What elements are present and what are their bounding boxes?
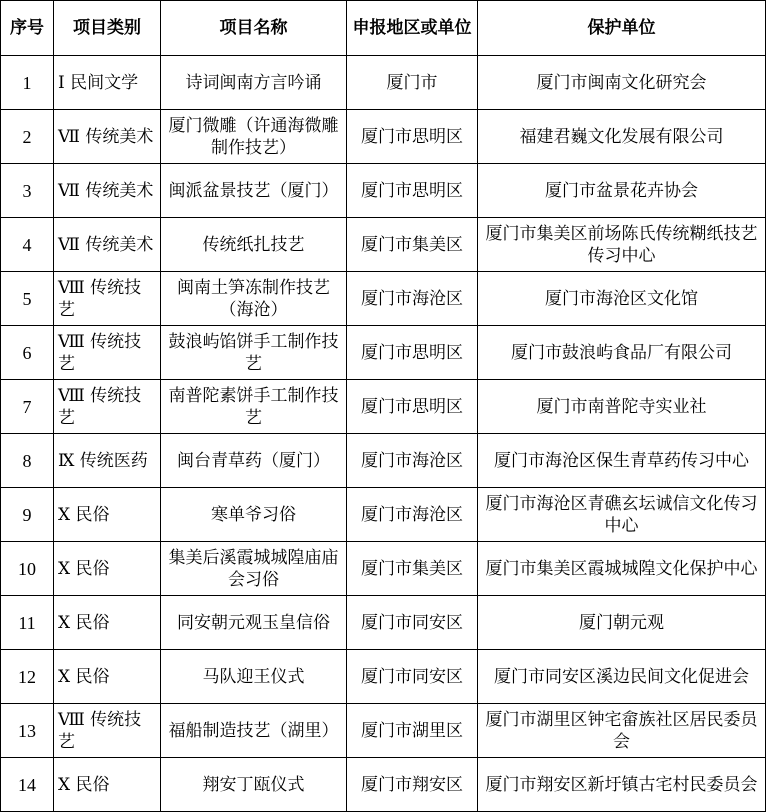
protection-unit-cell: 厦门市同安区溪边民间文化促进会 — [478, 650, 766, 704]
protection-unit-cell: 厦门市集美区前场陈氏传统糊纸技艺传习中心 — [478, 218, 766, 272]
project-name-cell: 厦门微雕（许通海微雕制作技艺） — [161, 110, 347, 164]
project-name-cell: 闽南土笋冻制作技艺（海沧） — [161, 272, 347, 326]
row-number-cell: 14 — [1, 758, 54, 812]
table-row — [1, 164, 766, 218]
category-cell: Ⅷ 传统技艺 — [54, 272, 161, 326]
region-cell: 厦门市海沧区 — [347, 488, 478, 542]
table-row — [1, 110, 766, 164]
row-number-cell: 11 — [1, 596, 54, 650]
header-region: 申报地区或单位 — [347, 1, 478, 56]
project-name-cell: 闽派盆景技艺（厦门） — [161, 164, 347, 218]
table-row — [1, 542, 766, 596]
table-row — [1, 434, 766, 488]
protection-unit-cell: 厦门朝元观 — [478, 596, 766, 650]
row-number-cell: 4 — [1, 218, 54, 272]
row-number-cell: 9 — [1, 488, 54, 542]
protection-unit-cell: 厦门市海沧区保生青草药传习中心 — [478, 434, 766, 488]
region-cell: 厦门市集美区 — [347, 542, 478, 596]
protection-unit-cell: 厦门市湖里区钟宅畲族社区居民委员会 — [478, 704, 766, 758]
row-number-cell: 2 — [1, 110, 54, 164]
region-cell: 厦门市翔安区 — [347, 758, 478, 812]
table-row — [1, 218, 766, 272]
region-cell: 厦门市集美区 — [347, 218, 478, 272]
table-body — [1, 56, 766, 812]
protection-unit-cell: 厦门市鼓浪屿食品厂有限公司 — [478, 326, 766, 380]
row-number-cell: 8 — [1, 434, 54, 488]
project-name-cell: 马队迎王仪式 — [161, 650, 347, 704]
header-category: 项目类别 — [54, 1, 161, 56]
category-cell: Ⅶ 传统美术 — [54, 110, 161, 164]
project-name-cell: 寒单爷习俗 — [161, 488, 347, 542]
row-number-cell: 13 — [1, 704, 54, 758]
category-cell: Ⅹ 民俗 — [54, 488, 161, 542]
project-name-cell: 集美后溪霞城城隍庙庙会习俗 — [161, 542, 347, 596]
category-cell: Ⅷ 传统技艺 — [54, 704, 161, 758]
table-row — [1, 758, 766, 812]
category-cell: Ⅷ 传统技艺 — [54, 326, 161, 380]
category-cell: Ⅶ 传统美术 — [54, 218, 161, 272]
category-cell: Ⅹ 民俗 — [54, 596, 161, 650]
protection-unit-cell: 厦门市盆景花卉协会 — [478, 164, 766, 218]
project-name-cell: 诗词闽南方言吟诵 — [161, 56, 347, 110]
project-name-cell: 闽台青草药（厦门） — [161, 434, 347, 488]
protection-unit-cell: 厦门市南普陀寺实业社 — [478, 380, 766, 434]
protection-unit-cell: 厦门市海沧区青礁玄坛诚信文化传习中心 — [478, 488, 766, 542]
project-name-cell: 南普陀素饼手工制作技艺 — [161, 380, 347, 434]
region-cell: 厦门市海沧区 — [347, 434, 478, 488]
category-cell: Ⅶ 传统美术 — [54, 164, 161, 218]
region-cell: 厦门市思明区 — [347, 110, 478, 164]
table-row — [1, 326, 766, 380]
protection-unit-cell: 厦门市海沧区文化馆 — [478, 272, 766, 326]
category-cell: Ⅷ 传统技艺 — [54, 380, 161, 434]
category-cell: Ⅰ 民间文学 — [54, 56, 161, 110]
protection-unit-cell: 福建君巍文化发展有限公司 — [478, 110, 766, 164]
table-row — [1, 56, 766, 110]
category-cell: Ⅸ 传统医药 — [54, 434, 161, 488]
header-protection-unit: 保护单位 — [478, 1, 766, 56]
table-row — [1, 596, 766, 650]
project-name-cell: 同安朝元观玉皇信俗 — [161, 596, 347, 650]
header-project-name: 项目名称 — [161, 1, 347, 56]
row-number-cell: 12 — [1, 650, 54, 704]
region-cell: 厦门市思明区 — [347, 164, 478, 218]
category-cell: Ⅹ 民俗 — [54, 758, 161, 812]
region-cell: 厦门市海沧区 — [347, 272, 478, 326]
row-number-cell: 10 — [1, 542, 54, 596]
row-number-cell: 1 — [1, 56, 54, 110]
project-name-cell: 福船制造技艺（湖里） — [161, 704, 347, 758]
region-cell: 厦门市思明区 — [347, 326, 478, 380]
table-row — [1, 488, 766, 542]
row-number-cell: 6 — [1, 326, 54, 380]
protection-unit-cell: 厦门市集美区霞城城隍文化保护中心 — [478, 542, 766, 596]
region-cell: 厦门市思明区 — [347, 380, 478, 434]
project-name-cell: 翔安丁瓯仪式 — [161, 758, 347, 812]
table-row — [1, 650, 766, 704]
category-cell: Ⅹ 民俗 — [54, 542, 161, 596]
category-cell: Ⅹ 民俗 — [54, 650, 161, 704]
protection-unit-cell: 厦门市闽南文化研究会 — [478, 56, 766, 110]
table-row — [1, 704, 766, 758]
table-header-row — [1, 1, 766, 56]
row-number-cell: 3 — [1, 164, 54, 218]
header-number: 序号 — [1, 1, 54, 56]
row-number-cell: 7 — [1, 380, 54, 434]
region-cell: 厦门市同安区 — [347, 596, 478, 650]
protection-unit-cell: 厦门市翔安区新圩镇古宅村民委员会 — [478, 758, 766, 812]
project-name-cell: 传统纸扎技艺 — [161, 218, 347, 272]
region-cell: 厦门市同安区 — [347, 650, 478, 704]
region-cell: 厦门市 — [347, 56, 478, 110]
table-row — [1, 272, 766, 326]
region-cell: 厦门市湖里区 — [347, 704, 478, 758]
table-row — [1, 380, 766, 434]
project-name-cell: 鼓浪屿馅饼手工制作技艺 — [161, 326, 347, 380]
row-number-cell: 5 — [1, 272, 54, 326]
